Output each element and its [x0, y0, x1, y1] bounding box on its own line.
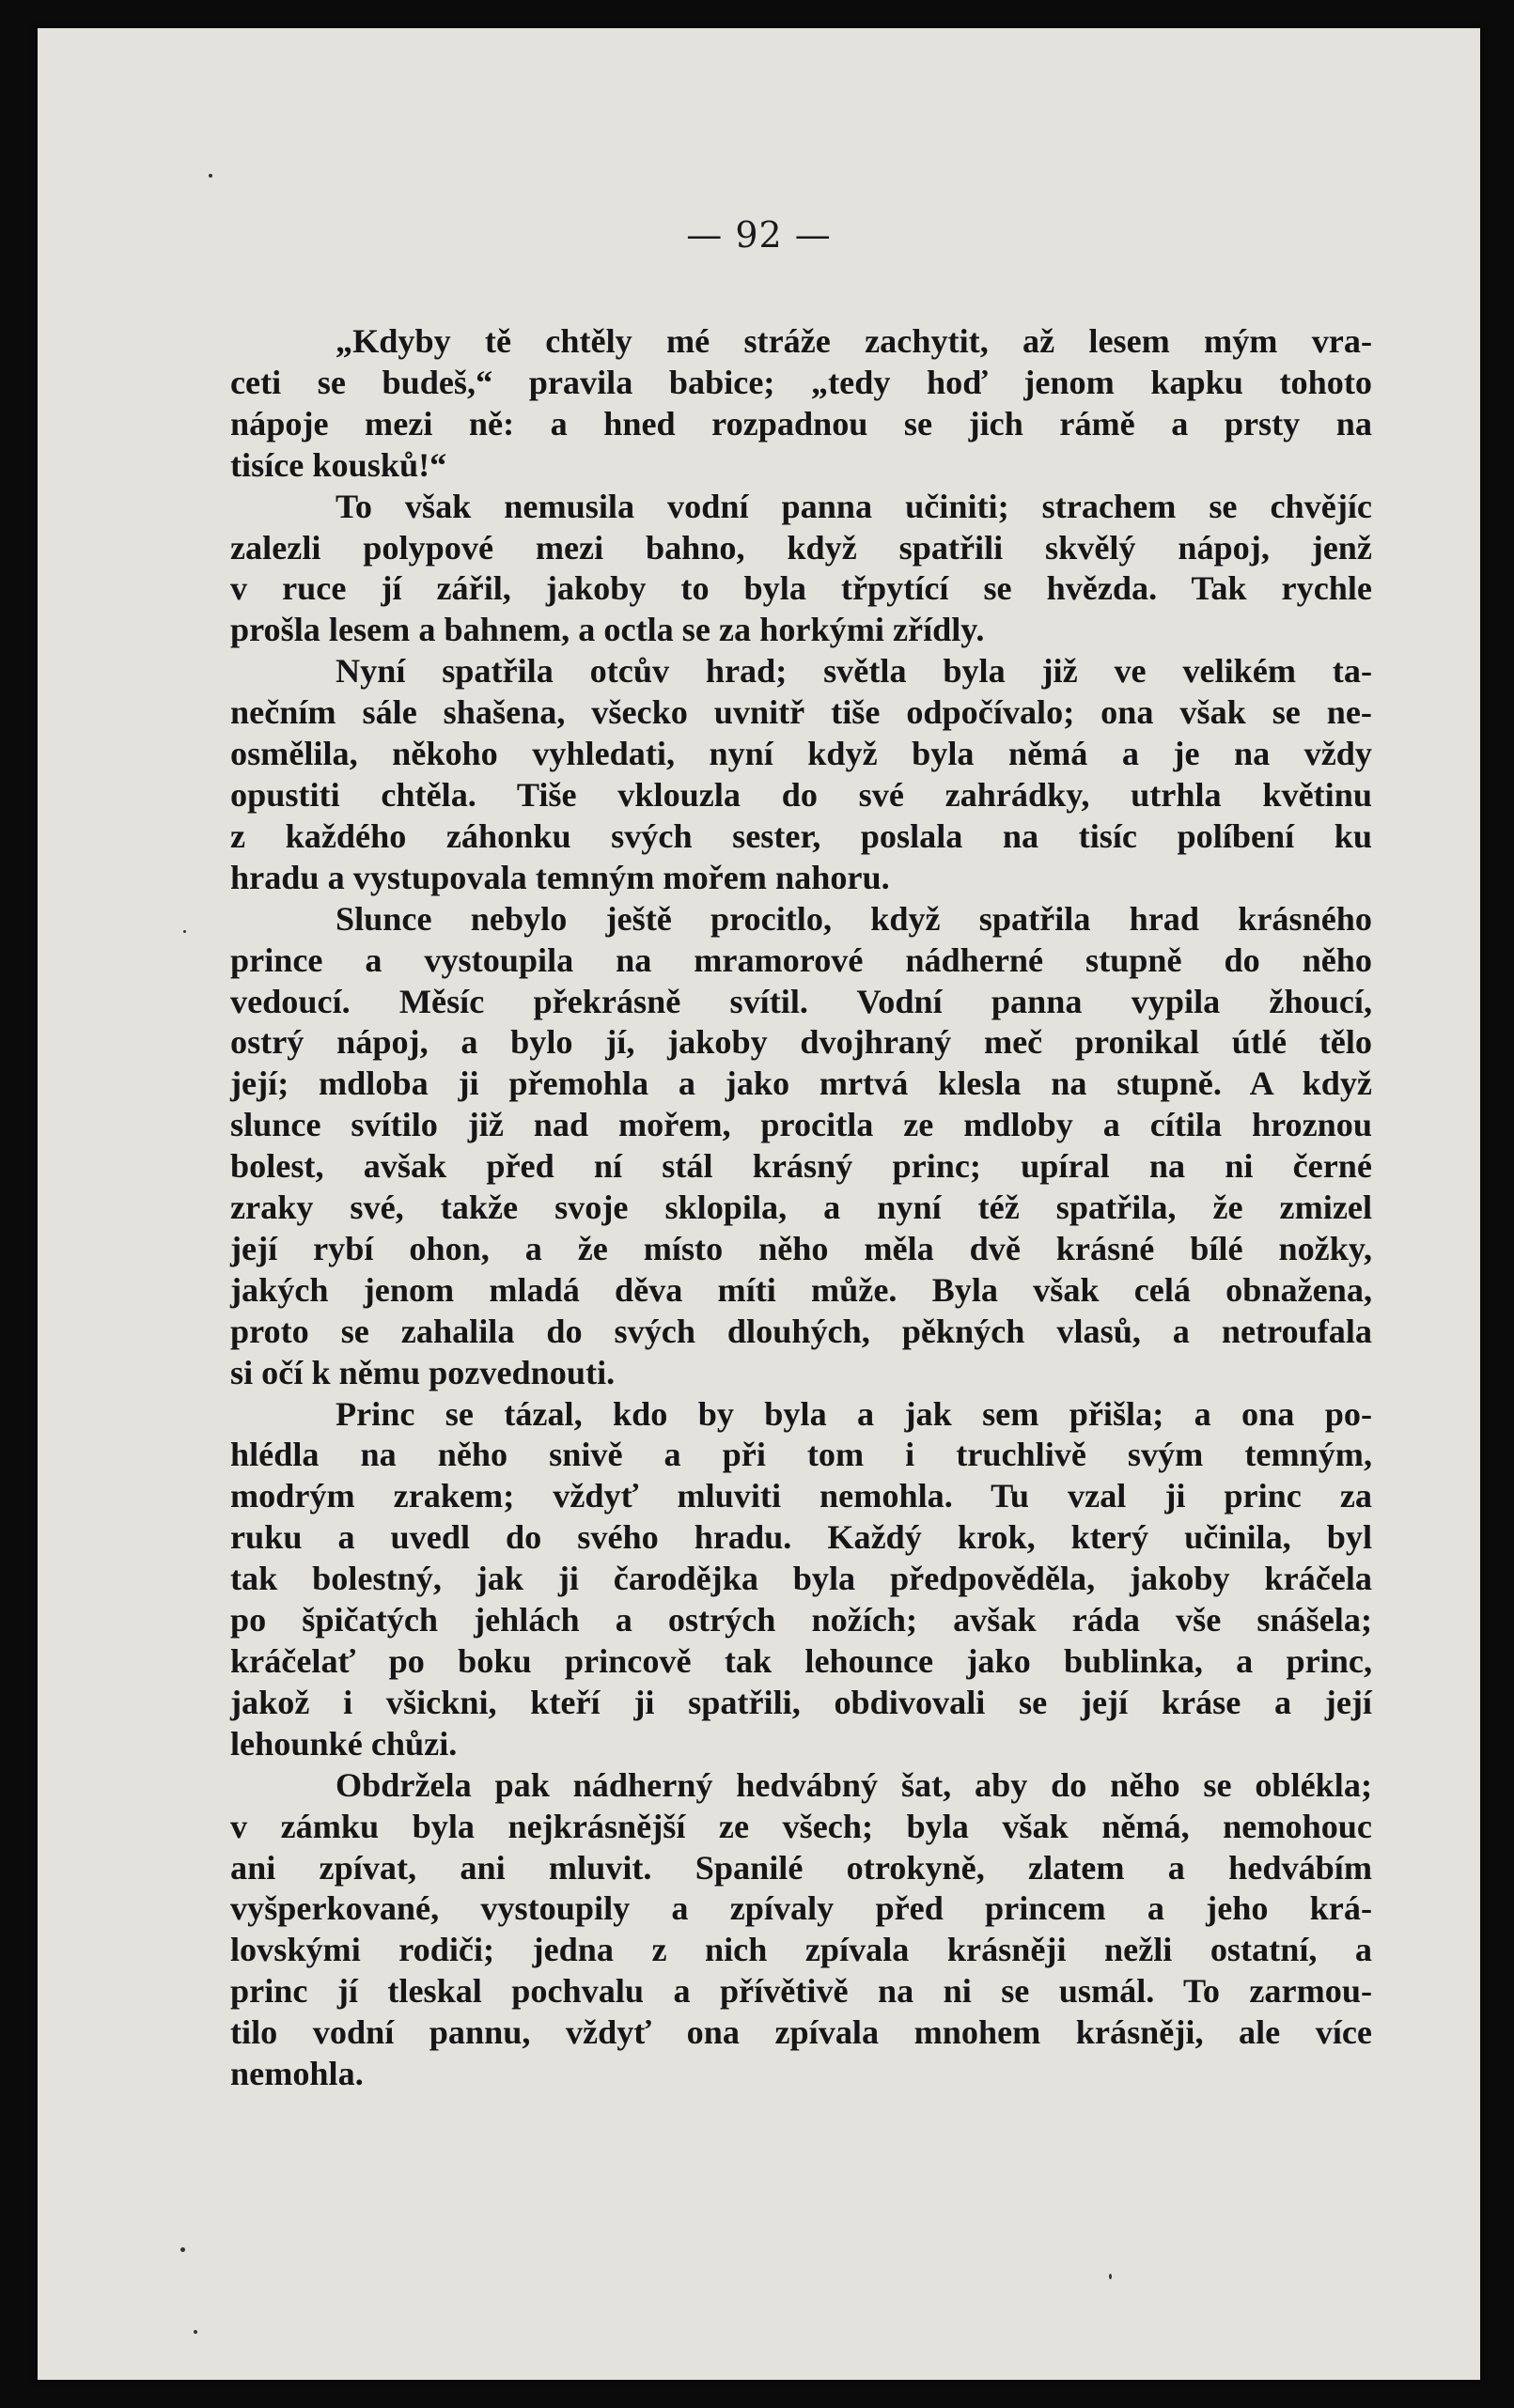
text-line: ceti se budeš,“ pravila babice; „tedy hoď jenom kapku tohoto: [230, 363, 1372, 401]
text-line: její; mdloba ji přemohla a jako mrtvá klesla na stupně. A když: [230, 1064, 1372, 1103]
text-line: ruku a uvedl do svého hradu. Každý krok, který učinila, byl: [230, 1518, 1372, 1557]
text-line: „Kdyby tě chtěly mé stráže zachytit, až lesem mým vra-: [336, 322, 1372, 360]
text-line: nápoje mezi ně: a hned rozpadnou se jich rámě a prsty na: [230, 404, 1372, 443]
paragraph: [230, 651, 1372, 898]
paragraph: [230, 899, 1372, 1394]
text-line: Slunce nebylo ještě procitlo, když spatřila hrad krásného: [336, 899, 1372, 938]
paragraph: [230, 1765, 1372, 2095]
text-line: vyšperkované, vystoupily a zpívaly před princem a jeho krá-: [230, 1889, 1372, 1928]
body-text: [230, 321, 1372, 2095]
text-line: po špičatých jehlách a ostrých nožích; avšak ráda vše snášela;: [230, 1601, 1372, 1639]
text-line: tak bolestný, jak ji čarodějka byla předpověděla, jakoby kráčela: [230, 1560, 1372, 1598]
text-line: modrým zrakem; vždyť mluviti nemohla. Tu vzal ji princ za: [230, 1477, 1372, 1515]
page-number: — 92 —: [686, 214, 832, 256]
text-line: slunce svítilo již nad mořem, procitla ze mdloby a cítila hroznou: [230, 1106, 1372, 1144]
text-line: Obdržela pak nádherný hedvábný šat, aby do něho se oblékla;: [336, 1765, 1372, 1804]
text-line: vedoucí. Měsíc překrásně svítil. Vodní panna vypila žhoucí,: [230, 982, 1372, 1020]
text-line: jakých jenom mladá děva míti může. Byla však celá obnažena,: [230, 1270, 1372, 1309]
text-line: osmělila, někoho vyhledati, nyní když byla němá a je na vždy: [230, 735, 1372, 773]
text-line: hradu a vystupovala temným mořem nahoru.: [230, 858, 890, 896]
text-line: si očí k němu pozvednouti.: [230, 1353, 616, 1391]
text-line: opustiti chtěla. Tiše vklouzla do své zahrádky, utrhla květinu: [230, 775, 1372, 814]
text-line: v ruce jí zářil, jakoby to byla třpytící se hvězda. Tak rychle: [230, 569, 1372, 608]
text-line: prince a vystoupila na mramorové nádherné stupně do něho: [230, 940, 1372, 979]
text-line: prošla lesem a bahnem, a octla se za horkými zřídly.: [230, 611, 985, 649]
paragraph: [230, 1394, 1372, 1765]
text-line: v zámku byla nejkrásnější ze všech; byla však němá, nemohouc: [230, 1807, 1372, 1845]
text-line: nemohla.: [230, 2055, 364, 2093]
text-line: hlédla na něho snivě a při tom i truchlivě svým temným,: [230, 1436, 1372, 1474]
text-line: princ jí tleskal pochvalu a přívětivě na ni se usmál. To zarmou-: [230, 1972, 1372, 2011]
book-page: [38, 28, 1480, 2380]
text-line: To však nemusila vodní panna učiniti; strachem se chvějíc: [336, 487, 1372, 525]
text-line: zalezli polypové mezi bahno, když spatřili skvělý nápoj, jenž: [230, 528, 1372, 567]
text-line: lehounké chůzi.: [230, 1724, 458, 1763]
text-line: jakož i všickni, kteří ji spatřili, obdivovali se její kráse a její: [230, 1683, 1372, 1721]
text-line: lovskými rodiči; jedna z nich zpívala krásněji nežli ostatní, a: [230, 1931, 1372, 1969]
text-line: z každého záhonku svých sester, poslala na tisíc políbení ku: [230, 816, 1372, 855]
text-line: kráčelať po boku princově tak lehounce jako bublinka, a princ,: [230, 1642, 1372, 1680]
text-line: bolest, avšak před ní stál krásný princ; upíral na ni černé: [230, 1147, 1372, 1186]
text-line: nečním sále shašena, všecko uvnitř tiše odpočívalo; ona však se ne-: [230, 693, 1372, 732]
text-line: Nyní spatřila otcův hrad; světla byla již ve velikém ta-: [336, 652, 1372, 691]
text-line: zraky své, takže svoje sklopila, a nyní též spatřila, že zmizel: [230, 1188, 1372, 1227]
text-line: tilo vodní pannu, vždyť ona zpívala mnohem krásněji, ale více: [230, 2013, 1372, 2052]
text-line: její rybí ohon, a že místo něho měla dvě krásné bílé nožky,: [230, 1229, 1372, 1267]
paragraph: [230, 321, 1372, 487]
text-line: proto se zahalila do svých dlouhých, pěkných vlasů, a netroufala: [230, 1312, 1372, 1350]
text-line: ani zpívat, ani mluvit. Spanilé otrokyně, zlatem a hedvábím: [230, 1848, 1372, 1887]
paragraph: [230, 487, 1372, 652]
text-line: Princ se tázal, kdo by byla a jak sem přišla; a ona po-: [336, 1394, 1372, 1433]
text-line: ostrý nápoj, a bylo jí, jakoby dvojhraný meč pronikal útlé tělo: [230, 1023, 1372, 1062]
text-line: tisíce kousků!“: [230, 445, 447, 484]
